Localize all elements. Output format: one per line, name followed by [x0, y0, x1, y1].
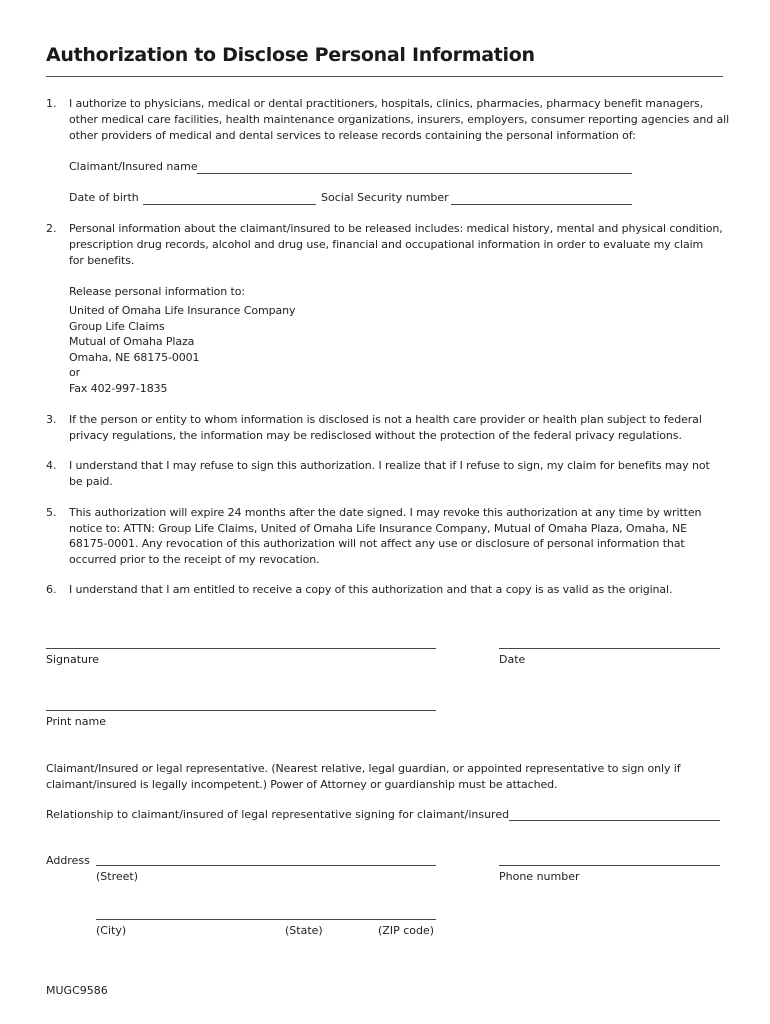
item-5-text-line: occurred prior to the receipt of my revocation.	[69, 553, 320, 566]
print-name-field[interactable]	[46, 710, 436, 711]
release-address-line: Group Life Claims	[69, 320, 165, 333]
release-address-line: Mutual of Omaha Plaza	[69, 335, 195, 348]
relationship-field[interactable]	[509, 820, 720, 821]
form-code: MUGC9586	[46, 984, 108, 997]
signature-label: Signature	[46, 653, 100, 666]
item-6-text-line: I understand that I am entitled to receive a copy of this authorization and that a copy is as valid as the original.	[69, 583, 673, 596]
item-4-text-line: I understand that I may refuse to sign this authorization. I realize that if I refuse to sign, my claim for benefits may not	[69, 459, 710, 472]
item-5-text-line: This authorization will expire 24 months after the date signed. I may revoke this authorization at any time by written	[69, 506, 702, 519]
item-2-text-line: for benefits.	[69, 254, 135, 267]
phone-number-label: Phone number	[499, 870, 580, 883]
item-5-number: 5.	[46, 506, 57, 519]
release-address-line: or	[69, 366, 81, 379]
street-field[interactable]	[96, 865, 436, 866]
date-of-birth-field[interactable]	[143, 204, 316, 205]
city-label: (City)	[96, 924, 127, 937]
date-of-birth-label: Date of birth	[69, 191, 139, 204]
item-5-text-line: notice to: ATTN: Group Life Claims, United of Omaha Life Insurance Company, Mutual of Omaha Plaza, Omaha, NE	[69, 522, 688, 535]
item-5-text-line: 68175-0001. Any revocation of this authorization will not affect any use or disclosure of personal information that	[69, 537, 685, 550]
item-3-text-line: privacy regulations, the information may be redisclosed without the protection of the federal privacy regulations.	[69, 429, 682, 442]
form-title: Authorization to Disclose Personal Information	[46, 44, 535, 66]
claimant-name-field[interactable]	[197, 173, 632, 174]
item-6-number: 6.	[46, 583, 57, 596]
item-1-text-line: I authorize to physicians, medical or dental practitioners, hospitals, clinics, pharmacies, pharmacy benefit managers,	[69, 97, 704, 110]
print-name-label: Print name	[46, 715, 106, 728]
item-3-text-line: If the person or entity to whom information is disclosed is not a health care provider or health plan subject to federal	[69, 413, 702, 426]
zip-code-label: (ZIP code)	[378, 924, 435, 937]
item-4-number: 4.	[46, 459, 57, 472]
item-2-text-line: prescription drug records, alcohol and drug use, financial and occupational information in order to evaluate my claim	[69, 238, 704, 251]
item-1-text-line: other medical care facilities, health maintenance organizations, insurers, employers, consumer reporting agencies and all	[69, 113, 730, 126]
state-label: (State)	[285, 924, 323, 937]
release-fax-line: Fax 402-997-1835	[69, 382, 168, 395]
ssn-field[interactable]	[451, 204, 632, 205]
street-label: (Street)	[96, 870, 139, 883]
phone-number-field[interactable]	[499, 865, 720, 866]
ssn-label: Social Security number	[321, 191, 449, 204]
city-state-zip-field[interactable]	[96, 919, 436, 920]
item-1-number: 1.	[46, 97, 57, 110]
item-3-number: 3.	[46, 413, 57, 426]
claimant-name-label: Claimant/Insured name	[69, 160, 198, 173]
representative-note-line: claimant/insured is legally incompetent.) Power of Attorney or guardianship must be attached.	[46, 778, 558, 791]
representative-note-line: Claimant/Insured or legal representative. (Nearest relative, legal guardian, or appointed representative to sign only if	[46, 762, 681, 775]
title-rule	[46, 76, 723, 77]
release-address-line: Omaha, NE 68175-0001	[69, 351, 200, 364]
item-2-text-line: Personal information about the claimant/insured to be released includes: medical history, mental and physical condition,	[69, 222, 723, 235]
relationship-label: Relationship to claimant/insured of legal representative signing for claimant/insured	[46, 808, 510, 821]
item-4-text-line: be paid.	[69, 475, 113, 488]
signature-field[interactable]	[46, 648, 436, 649]
date-label: Date	[499, 653, 526, 666]
release-to-heading: Release personal information to:	[69, 285, 246, 298]
address-label: Address	[46, 854, 90, 867]
date-field[interactable]	[499, 648, 720, 649]
item-2-number: 2.	[46, 222, 57, 235]
item-1-text-line: other providers of medical and dental services to release records containing the personal information of:	[69, 129, 636, 142]
release-address-line: United of Omaha Life Insurance Company	[69, 304, 296, 317]
